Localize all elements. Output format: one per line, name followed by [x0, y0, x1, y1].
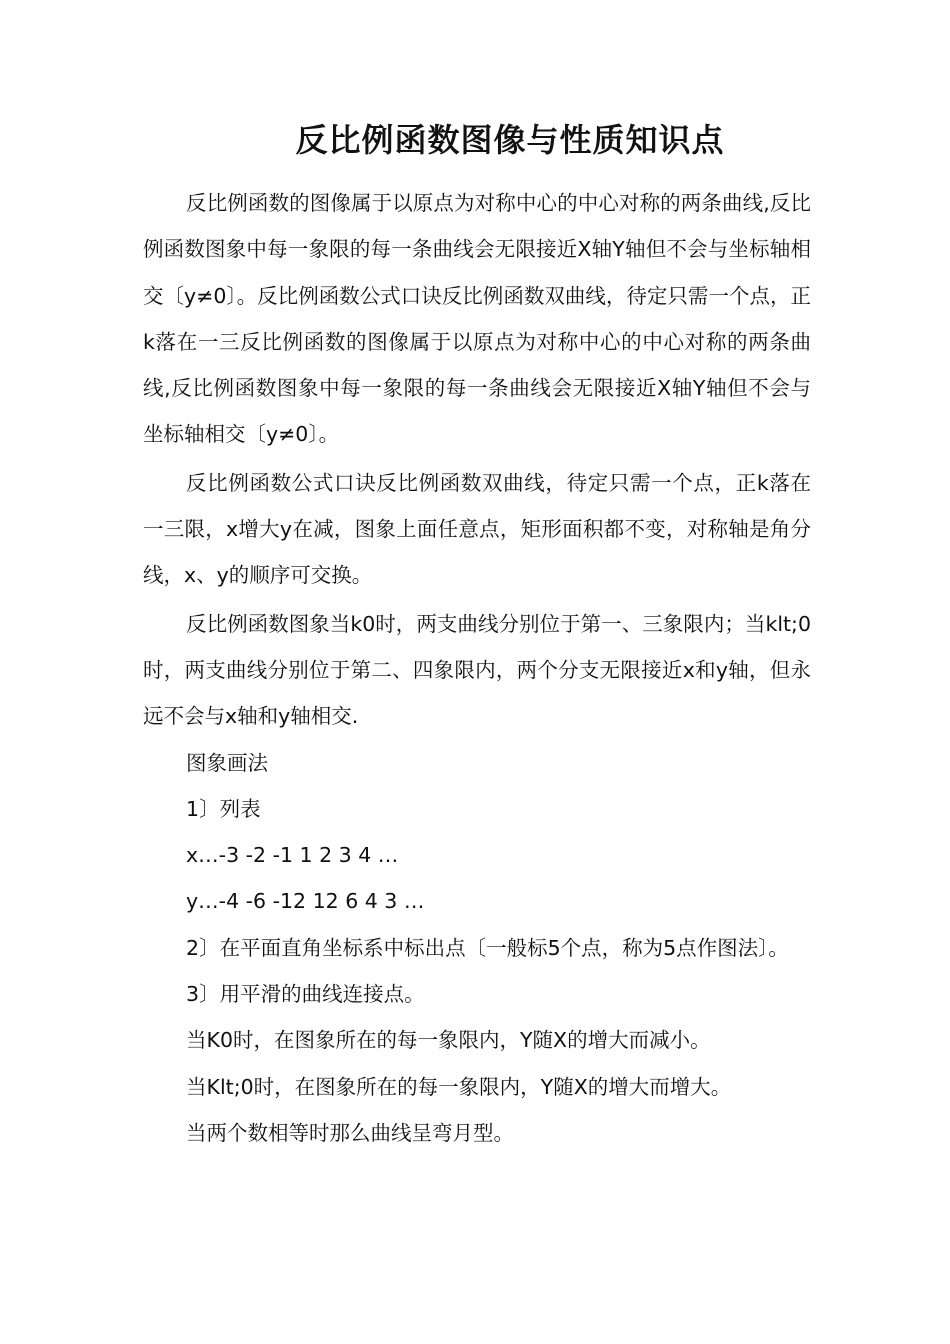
step-plot-points: 2〕在平面直角坐标系中标出点〔一般标5个点，称为5点作图法〕。	[186, 935, 789, 960]
step-table: 1〕列表	[186, 796, 261, 821]
paragraph-quadrants: 反比例函数图象当k0时，两支曲线分别位于第一、三象限内；当klt;0时，两支曲线分别位于第二、四象限内，两个分支无限接近x和y轴，但永远不会与x轴和y轴相交.	[143, 611, 811, 729]
rule-equal-numbers: 当两个数相等时那么曲线呈弯月型。	[186, 1120, 515, 1145]
document-body	[143, 180, 811, 1156]
paragraph-mnemonic: 反比例函数公式口诀反比例函数双曲线，待定只需一个点，正k落在一三限，x增大y在减，图象上面任意点，矩形面积都不变，对称轴是角分线，x、y的顺序可交换。	[143, 470, 811, 588]
document-title: 反比例函数图像与性质知识点	[295, 121, 725, 159]
table-row-y: y…-4 -6 -12 12 6 4 3 …	[186, 889, 425, 914]
step-connect-curve: 3〕用平滑的曲线连接点。	[186, 982, 425, 1007]
table-row-x: x…-3 -2 -1 1 2 3 4 …	[186, 843, 399, 868]
rule-k-negative: 当Klt;0时，在图象所在的每一象限内，Y随X的增大而增大。	[186, 1074, 732, 1099]
paragraph-intro: 反比例函数的图像属于以原点为对称中心的中心对称的两条曲线,反比例函数图象中每一象限的每一条曲线会无限接近X轴Y轴但不会与坐标轴相交〔y≠0〕。反比例函数公式口诀反比例函数双曲线，待定只需一个点，正k落在一三反比例函数的图像属于以原点为对称中心的中心对称的两条曲线,反比例函数图象中每一象限的每一条曲线会无限接近X轴Y轴但不会与坐标轴相交〔y≠0〕。	[143, 191, 811, 447]
rule-k-positive: 当K0时，在图象所在的每一象限内，Y随X的增大而减小。	[186, 1028, 711, 1053]
section-heading-drawing: 图象画法	[186, 750, 269, 775]
